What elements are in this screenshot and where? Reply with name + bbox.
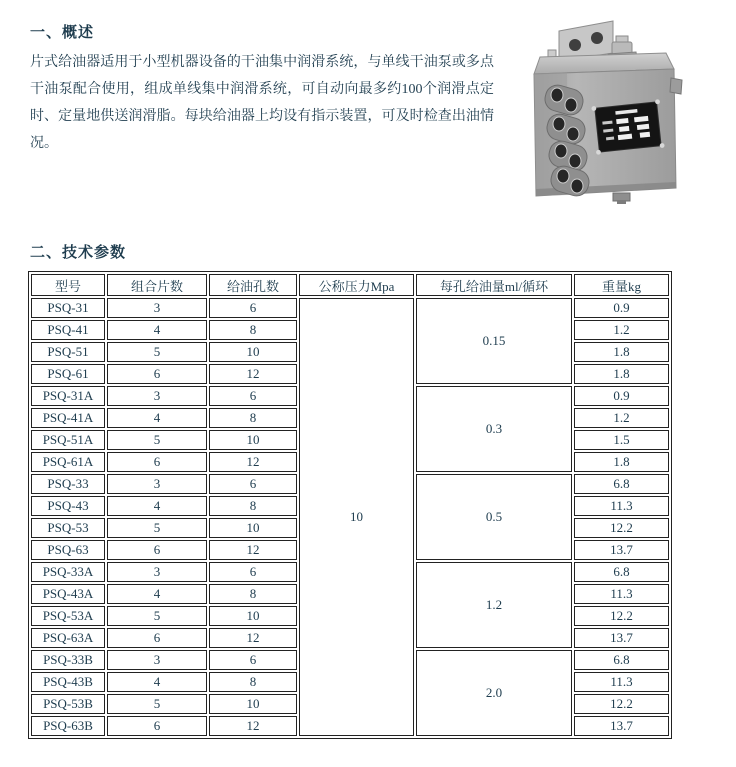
cell-weight: 6.8 xyxy=(574,562,669,582)
cell-weight: 13.7 xyxy=(574,628,669,648)
cell-hole-count: 8 xyxy=(209,672,297,692)
cell-weight: 13.7 xyxy=(574,540,669,560)
cell-weight: 1.8 xyxy=(574,452,669,472)
cell-model: PSQ-63 xyxy=(31,540,105,560)
cell-hole-count: 12 xyxy=(209,540,297,560)
cell-piece-count: 3 xyxy=(107,474,207,494)
cell-oil-per-cycle: 1.2 xyxy=(416,562,572,648)
overview-heading: 一、概述 xyxy=(30,25,95,41)
cell-hole-count: 8 xyxy=(209,496,297,516)
cell-weight: 12.2 xyxy=(574,518,669,538)
cell-piece-count: 5 xyxy=(107,606,207,626)
cell-hole-count: 12 xyxy=(209,452,297,472)
column-header: 型号 xyxy=(31,274,105,296)
cell-model: PSQ-31 xyxy=(31,298,105,318)
cell-hole-count: 10 xyxy=(209,518,297,538)
cell-piece-count: 4 xyxy=(107,496,207,516)
cell-piece-count: 5 xyxy=(107,430,207,450)
cell-piece-count: 3 xyxy=(107,562,207,582)
cell-piece-count: 6 xyxy=(107,452,207,472)
cell-model: PSQ-43B xyxy=(31,672,105,692)
column-header: 组合片数 xyxy=(107,274,207,296)
cell-piece-count: 6 xyxy=(107,540,207,560)
right-plug-shape xyxy=(670,78,682,94)
cell-model: PSQ-51 xyxy=(31,342,105,362)
cell-hole-count: 10 xyxy=(209,606,297,626)
cell-piece-count: 5 xyxy=(107,518,207,538)
cell-model: PSQ-31A xyxy=(31,386,105,406)
cell-model: PSQ-43 xyxy=(31,496,105,516)
cell-piece-count: 4 xyxy=(107,320,207,340)
cell-hole-count: 8 xyxy=(209,320,297,340)
cell-hole-count: 10 xyxy=(209,430,297,450)
cell-hole-count: 10 xyxy=(209,694,297,714)
cell-model: PSQ-53A xyxy=(31,606,105,626)
cell-piece-count: 5 xyxy=(107,342,207,362)
table-row xyxy=(31,298,669,318)
product-photo xyxy=(523,5,701,205)
cell-hole-count: 12 xyxy=(209,716,297,736)
cell-piece-count: 5 xyxy=(107,694,207,714)
cell-piece-count: 6 xyxy=(107,716,207,736)
cell-oil-per-cycle: 0.15 xyxy=(416,298,572,384)
specs-table xyxy=(28,271,672,739)
table-body xyxy=(31,298,669,736)
cell-model: PSQ-33 xyxy=(31,474,105,494)
table-header-row xyxy=(31,274,669,296)
cell-hole-count: 12 xyxy=(209,628,297,648)
cell-weight: 6.8 xyxy=(574,650,669,670)
cell-model: PSQ-53 xyxy=(31,518,105,538)
cell-weight: 13.7 xyxy=(574,716,669,736)
overview-paragraph: 片式给油器适用于小型机器设备的干油集中润滑系统，与单线干油泵或多点干油泵配合使用，组成单线集中润滑系统，可自动向最多约100个润滑点定时、定量地供送润滑脂。每块给油器上均设有指示装置，可及时检查出油情况。 xyxy=(30,55,494,151)
cell-oil-per-cycle: 0.5 xyxy=(416,474,572,560)
oil-feeder-illustration xyxy=(523,5,701,205)
cell-model: PSQ-61A xyxy=(31,452,105,472)
cell-oil-per-cycle: 2.0 xyxy=(416,650,572,736)
cell-weight: 0.9 xyxy=(574,298,669,318)
bottom-fitting-shape xyxy=(613,193,630,204)
cell-hole-count: 8 xyxy=(209,584,297,604)
cell-piece-count: 6 xyxy=(107,364,207,384)
nameplate-shape xyxy=(591,99,665,155)
cell-model: PSQ-33B xyxy=(31,650,105,670)
cell-weight: 1.5 xyxy=(574,430,669,450)
cell-piece-count: 4 xyxy=(107,672,207,692)
cell-oil-per-cycle: 0.3 xyxy=(416,386,572,472)
cell-piece-count: 4 xyxy=(107,408,207,428)
cell-weight: 12.2 xyxy=(574,694,669,714)
cell-nominal-pressure: 10 xyxy=(299,298,414,736)
cell-piece-count: 3 xyxy=(107,386,207,406)
column-header: 给油孔数 xyxy=(209,274,297,296)
cell-model: PSQ-41A xyxy=(31,408,105,428)
cell-piece-count: 4 xyxy=(107,584,207,604)
cell-piece-count: 3 xyxy=(107,650,207,670)
cell-hole-count: 8 xyxy=(209,408,297,428)
cell-model: PSQ-53B xyxy=(31,694,105,714)
cell-weight: 1.8 xyxy=(574,342,669,362)
column-header: 每孔给油量ml/循环 xyxy=(416,274,572,296)
cell-weight: 1.8 xyxy=(574,364,669,384)
cell-weight: 11.3 xyxy=(574,496,669,516)
cell-piece-count: 6 xyxy=(107,628,207,648)
cell-hole-count: 6 xyxy=(209,298,297,318)
specs-heading: 二、技术参数 xyxy=(30,245,127,261)
cell-piece-count: 3 xyxy=(107,298,207,318)
cell-weight: 1.2 xyxy=(574,408,669,428)
cell-model: PSQ-51A xyxy=(31,430,105,450)
column-header: 重量kg xyxy=(574,274,669,296)
cell-weight: 11.3 xyxy=(574,584,669,604)
cell-weight: 0.9 xyxy=(574,386,669,406)
cell-weight: 6.8 xyxy=(574,474,669,494)
cell-hole-count: 10 xyxy=(209,342,297,362)
cell-model: PSQ-33A xyxy=(31,562,105,582)
cell-weight: 11.3 xyxy=(574,672,669,692)
cell-hole-count: 12 xyxy=(209,364,297,384)
cell-weight: 12.2 xyxy=(574,606,669,626)
cell-model: PSQ-43A xyxy=(31,584,105,604)
cell-model: PSQ-61 xyxy=(31,364,105,384)
cell-hole-count: 6 xyxy=(209,474,297,494)
cell-weight: 1.2 xyxy=(574,320,669,340)
cell-model: PSQ-41 xyxy=(31,320,105,340)
cell-model: PSQ-63A xyxy=(31,628,105,648)
cell-hole-count: 6 xyxy=(209,562,297,582)
cell-hole-count: 6 xyxy=(209,386,297,406)
cell-model: PSQ-63B xyxy=(31,716,105,736)
column-header: 公称压力Mpa xyxy=(299,274,414,296)
cell-hole-count: 6 xyxy=(209,650,297,670)
